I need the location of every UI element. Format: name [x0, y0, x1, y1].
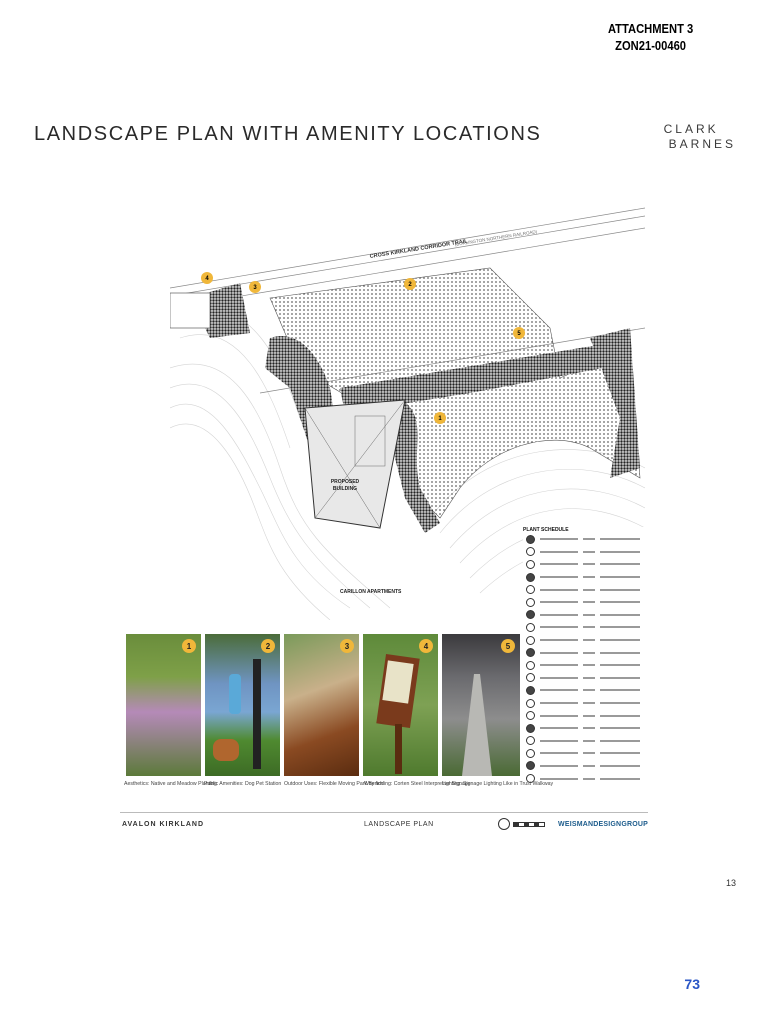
schedule-text-line [540, 589, 578, 591]
schedule-text-line [540, 626, 578, 628]
schedule-text-line [600, 765, 640, 767]
schedule-text-line [540, 639, 578, 641]
schedule-text-line [583, 752, 595, 754]
schedule-text-line [600, 664, 640, 666]
marker-2: 2 [408, 282, 412, 288]
photo-badge: 4 [419, 639, 433, 653]
packet-page-number: 73 [684, 976, 700, 992]
railroad-label: (BURLINGTON NORTHERN RAILROAD) [454, 229, 538, 247]
schedule-text-line [600, 652, 640, 654]
schedule-text-line [583, 677, 595, 679]
caption-1: Aesthetics: Native and Meadow Planting [124, 781, 217, 787]
schedule-text-line [540, 715, 578, 717]
plant-symbol-icon [526, 610, 535, 619]
schedule-text-line [583, 689, 595, 691]
building-label: PROPOSED [330, 479, 360, 485]
caption-4: Way finding: Corten Steel Interpretive Signage [364, 781, 471, 787]
schedule-row [523, 760, 648, 773]
plant-symbol-icon [526, 585, 535, 594]
amenity-photos [126, 634, 520, 776]
marker-4: 4 [205, 276, 209, 282]
schedule-text-line [600, 614, 640, 616]
photo-bench [284, 634, 359, 776]
schedule-text-line [600, 740, 640, 742]
footer-project: AVALON KIRKLAND [122, 821, 205, 828]
schedule-text-line [583, 778, 595, 780]
schedule-text-line [583, 576, 595, 578]
footer-rule [120, 812, 648, 813]
scale-bar [498, 818, 545, 830]
schedule-text-line [583, 702, 595, 704]
photo-badge: 2 [261, 639, 275, 653]
footer-firm: WEISMANDESIGNGROUP [558, 821, 648, 828]
attachment-block [601, 20, 700, 54]
schedule-row [523, 634, 648, 647]
plant-symbol-icon [526, 623, 535, 632]
schedule-text-line [600, 677, 640, 679]
schedule-row [523, 596, 648, 609]
marker-1: 1 [438, 416, 442, 422]
photo-pet-station [205, 634, 280, 776]
photo-signage [363, 634, 438, 776]
schedule-row [523, 621, 648, 634]
schedule-text-line [600, 576, 640, 578]
schedule-text-line [583, 765, 595, 767]
schedule-text-line [583, 652, 595, 654]
schedule-text-line [540, 778, 578, 780]
schedule-text-line [583, 740, 595, 742]
schedule-text-line [540, 538, 578, 540]
schedule-text-line [600, 551, 640, 553]
photo-badge: 3 [340, 639, 354, 653]
photo-meadow [126, 634, 201, 776]
marker-3: 3 [253, 285, 257, 291]
schedule-row [523, 722, 648, 735]
schedule-text-line [583, 563, 595, 565]
plant-symbol-icon [526, 535, 535, 544]
schedule-row [523, 558, 648, 571]
schedule-row [523, 659, 648, 672]
attachment-label: ATTACHMENT 3 [607, 21, 694, 36]
schedule-text-line [540, 689, 578, 691]
schedule-text-line [600, 538, 640, 540]
schedule-row [523, 646, 648, 659]
schedule-text-line [600, 727, 640, 729]
schedule-row [523, 609, 648, 622]
schedule-text-line [600, 715, 640, 717]
schedule-text-line [540, 563, 578, 565]
plant-schedule [523, 527, 648, 811]
svg-text:BUILDING: BUILDING [332, 486, 358, 492]
schedule-text-line [583, 551, 595, 553]
schedule-text-line [540, 664, 578, 666]
schedule-text-line [600, 702, 640, 704]
schedule-text-line [540, 601, 578, 603]
schedule-row [523, 747, 648, 760]
plant-symbol-icon [526, 699, 535, 708]
brand-line-1: CLARK [663, 122, 719, 136]
plant-symbol-icon [526, 560, 535, 569]
schedule-text-line [540, 677, 578, 679]
plant-symbol-icon [526, 736, 535, 745]
plant-symbol-icon [526, 711, 535, 720]
schedule-text-line [600, 778, 640, 780]
scale-bar-graphic [513, 822, 545, 827]
plant-symbol-icon [526, 673, 535, 682]
north-arrow-icon [498, 818, 510, 830]
schedule-title: PLANT SCHEDULE [523, 527, 569, 533]
plant-symbol-icon [526, 598, 535, 607]
case-number: ZON21-00460 [614, 38, 686, 53]
schedule-row [523, 672, 648, 685]
schedule-text-line [540, 576, 578, 578]
plant-symbol-icon [526, 573, 535, 582]
plant-symbol-icon [526, 648, 535, 657]
plant-symbol-icon [526, 749, 535, 758]
schedule-text-line [600, 689, 640, 691]
schedule-text-line [583, 715, 595, 717]
schedule-text-line [540, 740, 578, 742]
sheet-title: LANDSCAPE PLAN WITH AMENITY LOCATIONS [34, 123, 542, 145]
plant-symbol-icon [526, 636, 535, 645]
schedule-text-line [540, 727, 578, 729]
schedule-text-line [540, 551, 578, 553]
footer-sheet: LANDSCAPE PLAN [364, 821, 434, 828]
brand-line-2: BARNES [668, 137, 736, 151]
schedule-text-line [600, 589, 640, 591]
schedule-text-line [600, 639, 640, 641]
schedule-row [523, 583, 648, 596]
schedule-text-line [600, 752, 640, 754]
schedule-text-line [583, 626, 595, 628]
schedule-row [523, 684, 648, 697]
plant-symbol-icon [526, 686, 535, 695]
schedule-text-line [600, 563, 640, 565]
page-number: 13 [725, 878, 736, 888]
schedule-text-line [540, 702, 578, 704]
caption-2: Public Amenities: Dog Pet Station [204, 781, 282, 787]
schedule-text-line [540, 752, 578, 754]
schedule-row [523, 697, 648, 710]
schedule-text-line [600, 626, 640, 628]
schedule-row [523, 709, 648, 722]
schedule-text-line [540, 614, 578, 616]
caption-3: Outdoor Uses: Flexible Moving Park Bench [284, 781, 384, 787]
schedule-row [523, 546, 648, 559]
schedule-text-line [583, 589, 595, 591]
photo-lighting [442, 634, 520, 776]
marker-5: 5 [517, 331, 521, 337]
schedule-row [523, 571, 648, 584]
schedule-text-line [583, 538, 595, 540]
schedule-text-line [583, 601, 595, 603]
schedule-text-line [583, 639, 595, 641]
schedule-text-line [600, 601, 640, 603]
schedule-text-line [583, 614, 595, 616]
corridor-label: CROSS KIRKLAND CORRIDOR TRAIL [369, 238, 469, 260]
plant-symbol-icon [526, 724, 535, 733]
photo-badge: 5 [501, 639, 515, 653]
schedule-text-line [583, 727, 595, 729]
schedule-text-line [540, 765, 578, 767]
schedule-row [523, 735, 648, 748]
plant-symbol-icon [526, 661, 535, 670]
carillon-label: CARILLON APARTMENTS [340, 589, 402, 595]
caption-5: Lighting: Signage Lighting Like in Trust Walkway [442, 781, 554, 787]
brand-logo [664, 122, 736, 152]
schedule-text-line [540, 652, 578, 654]
plant-symbol-icon [526, 547, 535, 556]
schedule-text-line [583, 664, 595, 666]
plant-symbol-icon [526, 761, 535, 770]
schedule-row [523, 533, 648, 546]
photo-badge: 1 [182, 639, 196, 653]
